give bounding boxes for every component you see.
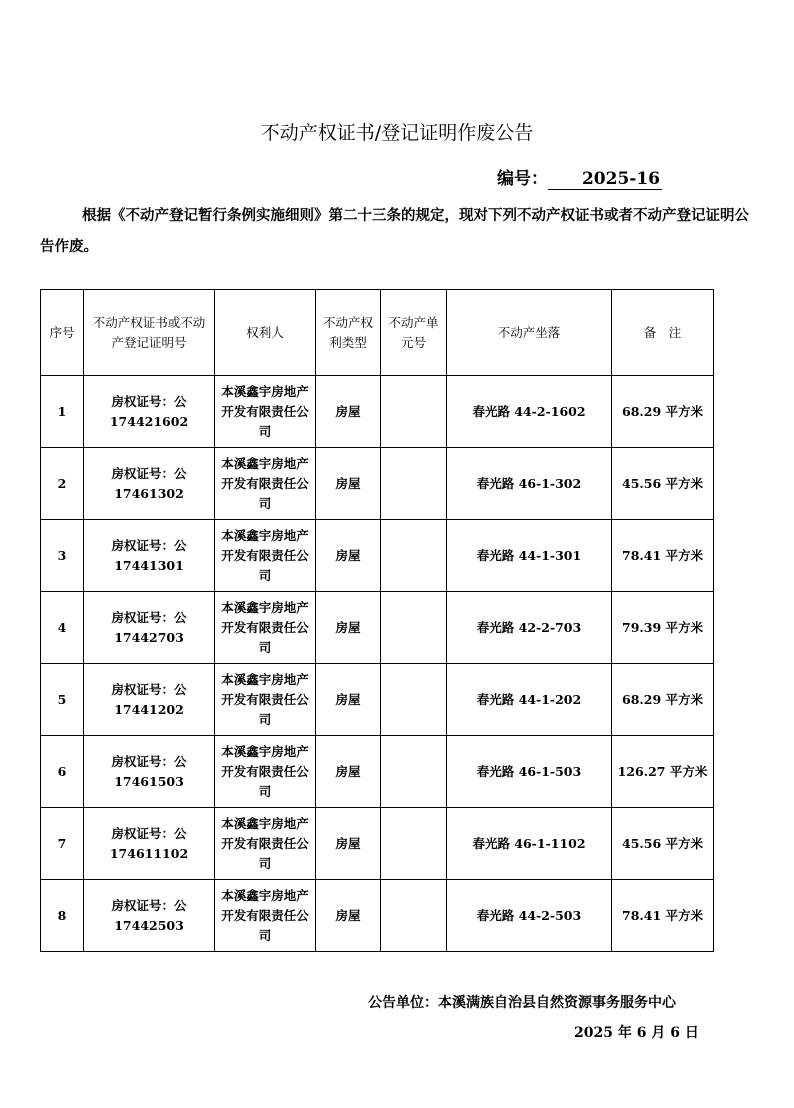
certificate-number: 房权证号：公 17442703: [84, 592, 215, 664]
row-number: 3: [41, 520, 84, 592]
table-row: [41, 808, 714, 880]
unit-number: [381, 808, 447, 880]
row-number: 5: [41, 664, 84, 736]
right-type: 房屋: [316, 664, 381, 736]
right-holder: 本溪鑫宇房地产开发有限责任公司: [215, 808, 316, 880]
right-type: 房屋: [316, 736, 381, 808]
certificate-number: 房权证号：公 17461302: [84, 448, 215, 520]
right-type: 房屋: [316, 448, 381, 520]
header-cell: 不动产单元号: [381, 290, 447, 376]
right-holder: 本溪鑫宇房地产开发有限责任公司: [215, 592, 316, 664]
row-number: 2: [41, 448, 84, 520]
table-row: [41, 736, 714, 808]
header-cell: 备 注: [612, 290, 714, 376]
document-title: 不动产权证书/登记证明作废公告: [260, 122, 534, 144]
certificate-number: 房权证号：公 17441301: [84, 520, 215, 592]
issuer-line: 公告单位：本溪满族自治县自然资源事务服务中心: [368, 995, 676, 1011]
remark: 79.39 平方米: [612, 592, 714, 664]
document-number-value: 2025-16: [548, 169, 662, 190]
row-number: 4: [41, 592, 84, 664]
document-number-label: 编号：: [497, 169, 548, 189]
remark: 45.56 平方米: [612, 808, 714, 880]
remark: 45.56 平方米: [612, 448, 714, 520]
unit-number: [381, 520, 447, 592]
table-header-row: [41, 290, 714, 376]
property-location: 春光路 46-1-1102: [447, 808, 612, 880]
property-location: 春光路 44-2-503: [447, 880, 612, 952]
right-type: 房屋: [316, 592, 381, 664]
right-type: 房屋: [316, 520, 381, 592]
header-cell: 序号: [41, 290, 84, 376]
unit-number: [381, 376, 447, 448]
right-holder: 本溪鑫宇房地产开发有限责任公司: [215, 520, 316, 592]
property-location: 春光路 46-1-302: [447, 448, 612, 520]
row-number: 7: [41, 808, 84, 880]
intro-paragraph: 根据《不动产登记暂行条例实施细则》第二十三条的规定，现对下列不动产权证书或者不动产登记证明公告作废。: [40, 207, 749, 255]
issue-date: 2025 年 6 月 6 日: [574, 1025, 699, 1041]
right-holder: 本溪鑫宇房地产开发有限责任公司: [215, 376, 316, 448]
remark: 126.27 平方米: [612, 736, 714, 808]
table-row: [41, 520, 714, 592]
row-number: 1: [41, 376, 84, 448]
certificate-number: 房权证号：公 17461503: [84, 736, 215, 808]
right-holder: 本溪鑫宇房地产开发有限责任公司: [215, 880, 316, 952]
table-row: [41, 376, 714, 448]
header-cell: 不动产权证书或不动产登记证明号: [84, 290, 215, 376]
certificate-number: 房权证号：公 174421602: [84, 376, 215, 448]
remark: 68.29 平方米: [612, 376, 714, 448]
property-location: 春光路 44-2-1602: [447, 376, 612, 448]
unit-number: [381, 736, 447, 808]
certificate-number: 房权证号：公 17441202: [84, 664, 215, 736]
table-row: [41, 592, 714, 664]
certificate-number: 房权证号：公 17442503: [84, 880, 215, 952]
property-location: 春光路 42-2-703: [447, 592, 612, 664]
table-row: [41, 880, 714, 952]
property-location: 春光路 46-1-503: [447, 736, 612, 808]
right-holder: 本溪鑫宇房地产开发有限责任公司: [215, 664, 316, 736]
right-type: 房屋: [316, 376, 381, 448]
property-location: 春光路 44-1-202: [447, 664, 612, 736]
header-cell: 权利人: [215, 290, 316, 376]
unit-number: [381, 448, 447, 520]
certificate-number: 房权证号：公 174611102: [84, 808, 215, 880]
row-number: 6: [41, 736, 84, 808]
table-row: [41, 664, 714, 736]
header-cell: 不动产权利类型: [316, 290, 381, 376]
property-location: 春光路 44-1-301: [447, 520, 612, 592]
table-row: [41, 448, 714, 520]
document-number: [497, 164, 662, 190]
row-number: 8: [41, 880, 84, 952]
right-type: 房屋: [316, 808, 381, 880]
right-type: 房屋: [316, 880, 381, 952]
unit-number: [381, 592, 447, 664]
remark: 78.41 平方米: [612, 880, 714, 952]
void-certificates-table: [40, 289, 714, 952]
right-holder: 本溪鑫宇房地产开发有限责任公司: [215, 736, 316, 808]
unit-number: [381, 664, 447, 736]
remark: 78.41 平方米: [612, 520, 714, 592]
remark: 68.29 平方米: [612, 664, 714, 736]
right-holder: 本溪鑫宇房地产开发有限责任公司: [215, 448, 316, 520]
unit-number: [381, 880, 447, 952]
header-cell: 不动产坐落: [447, 290, 612, 376]
